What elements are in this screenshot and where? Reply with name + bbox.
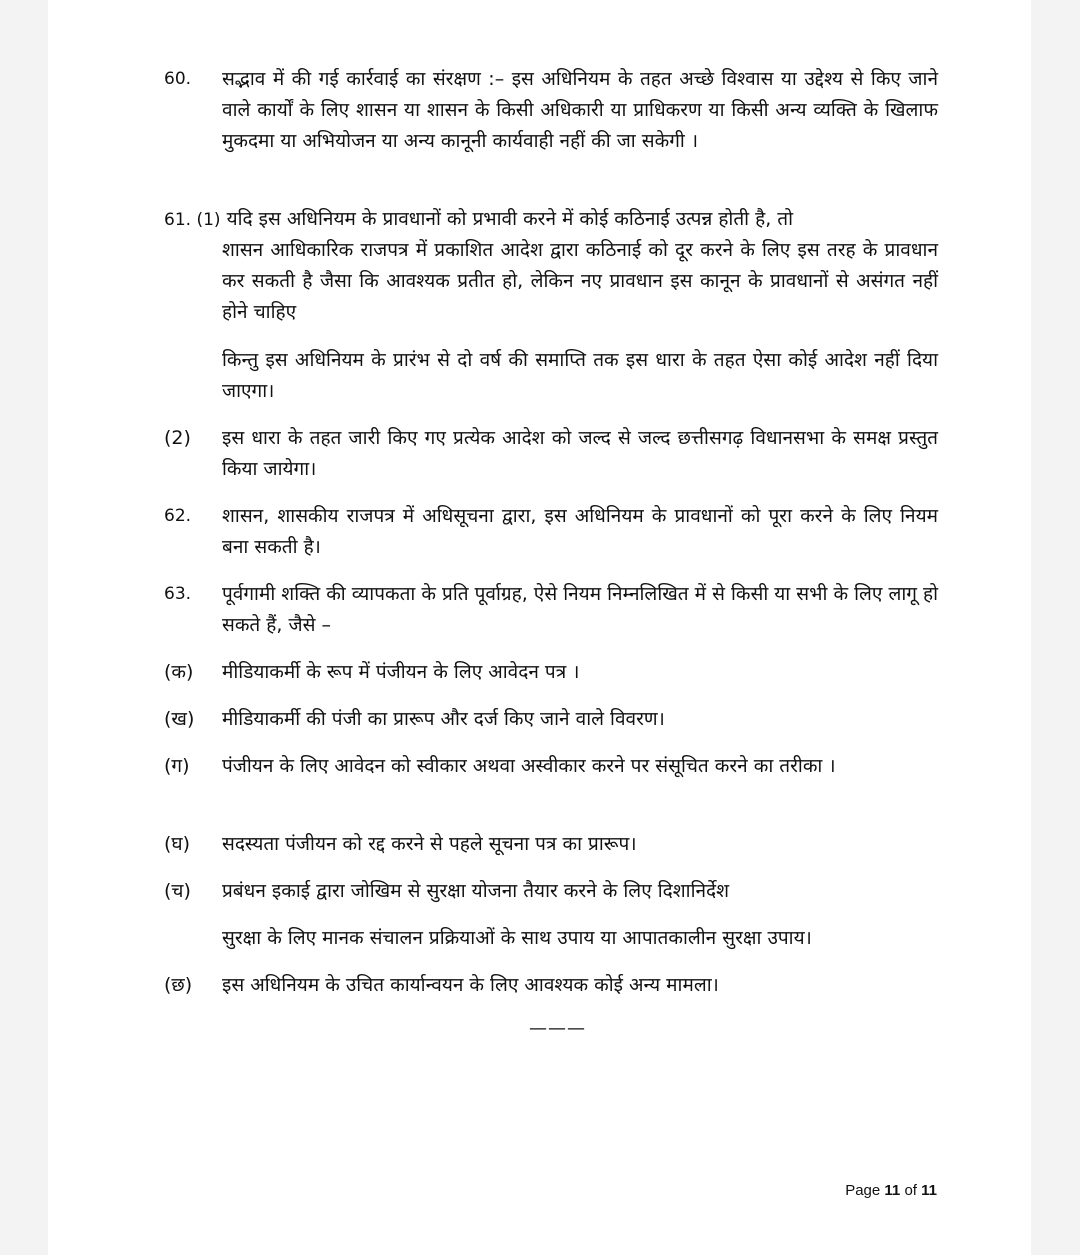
section-63 xyxy=(164,579,938,641)
item-text: सुरक्षा के लिए मानक संचालन प्रक्रियाओं के साथ उपाय या आपातकालीन सुरक्षा उपाय। xyxy=(222,927,812,949)
section-text: पूर्वगामी शक्ति की व्यापकता के प्रति पूर्वाग्रह, ऐसे नियम निम्नलिखित में से किसी या सभी के लिए लागू हो सकते हैं, जैसे – xyxy=(222,583,938,636)
section-number: 61. (1) xyxy=(164,210,221,230)
total-pages: 11 xyxy=(921,1182,937,1199)
section-61-1 xyxy=(164,204,938,328)
item-text: सदस्यता पंजीयन को रद्द करने से पहले सूचना पत्र का प्रारूप। xyxy=(222,833,637,855)
section-first-line: यदि इस अधिनियम के प्रावधानों को प्रभावी करने में कोई कठिनाई उत्पन्न होती है, तो xyxy=(226,208,794,230)
page-number-footer xyxy=(845,1182,937,1199)
item-text: मीडियाकर्मी की पंजी का प्रारूप और दर्ज किए जाने वाले विवरण। xyxy=(222,708,665,730)
of-word: of xyxy=(904,1182,917,1199)
section-continuation: शासन आधिकारिक राजपत्र में प्रकाशित आदेश द्वारा कठिनाई को दूर करने के लिए इस तरह के प्रावधान कर सकती है जैसा कि आवश्यक प्रतीत हो, लेकिन नए प्रावधान इस कानून के प्रावधानों से असंगत नहीं होने चाहिए xyxy=(222,239,938,323)
list-item-continuation xyxy=(164,923,938,954)
list-item xyxy=(164,657,938,688)
list-item xyxy=(164,970,938,1001)
item-text: मीडियाकर्मी के रूप में पंजीयन के लिए आवेदन पत्र । xyxy=(222,661,580,683)
item-label: (घ) xyxy=(164,833,191,855)
item-label: (ग) xyxy=(164,755,190,777)
page-word: Page xyxy=(845,1182,881,1199)
section-number: 63. xyxy=(164,584,192,604)
proviso-text: किन्तु इस अधिनियम के प्रारंभ से दो वर्ष की समाप्ति तक इस धारा के तहत ऐसा कोई आदेश नहीं दिया जाएगा। xyxy=(222,349,938,402)
item-label: (च) xyxy=(164,880,191,902)
item-label: (छ) xyxy=(164,974,193,996)
list-item xyxy=(164,829,938,860)
item-text: प्रबंधन इकाई द्वारा जोखिम से सुरक्षा योजना तैयार करने के लिए दिशानिर्देश xyxy=(222,880,730,902)
item-text: पंजीयन के लिए आवेदन को स्वीकार अथवा अस्वीकार करने पर संसूचित करने का तरीका । xyxy=(222,755,836,777)
section-61-2 xyxy=(164,423,938,485)
section-text: शासन, शासकीय राजपत्र में अधिसूचना द्वारा, इस अधिनियम के प्रावधानों को पूरा करने के लिए नियम बना सकती है। xyxy=(222,505,938,558)
list-item xyxy=(164,876,938,907)
item-text: इस अधिनियम के उचित कार्यान्वयन के लिए आवश्यक कोई अन्य मामला। xyxy=(222,974,719,996)
current-page: 11 xyxy=(884,1182,901,1199)
section-number: (2) xyxy=(164,427,191,449)
section-text: इस धारा के तहत जारी किए गए प्रत्येक आदेश को जल्द से जल्द छत्तीसगढ़ विधानसभा के समक्ष प्रस्तुत किया जायेगा। xyxy=(222,427,938,480)
end-mark: ——— xyxy=(529,1018,586,1039)
item-label: (क) xyxy=(164,661,194,683)
section-number: 60. xyxy=(164,69,192,89)
section-60 xyxy=(164,64,938,188)
section-text xyxy=(164,204,938,236)
section-number: 62. xyxy=(164,506,192,526)
list-item xyxy=(164,751,938,813)
section-text: सद्भाव में की गई कार्रवाई का संरक्षण :– इस अधिनियम के तहत अच्छे विश्वास या उद्देश्य से किए जाने वाले कार्यों के लिए शासन या शासन के किसी अधिकारी या प्राधिकरण या किसी अन्य व्यक्ति के खिलाफ मुकदमा या अभियोजन या अन्य कानूनी कार्यवाही नहीं की जा सकेगी । xyxy=(222,68,938,152)
list-item xyxy=(164,704,938,735)
section-62 xyxy=(164,501,938,563)
item-label: (ख) xyxy=(164,708,195,730)
document-page xyxy=(48,0,1031,1255)
section-61-proviso xyxy=(164,345,938,407)
